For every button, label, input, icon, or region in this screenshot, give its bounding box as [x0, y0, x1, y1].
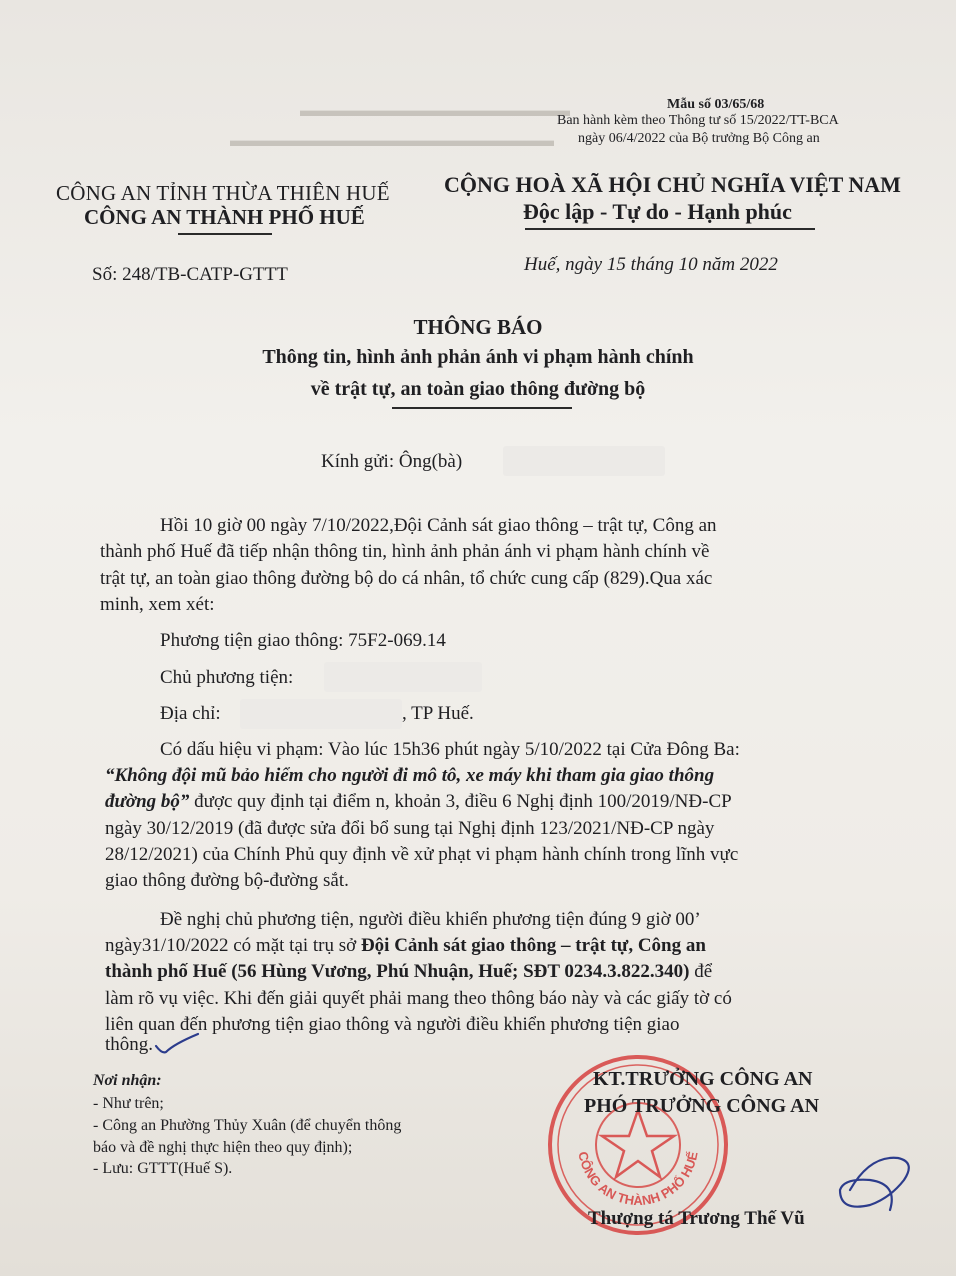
signature-title: PHÓ TRƯỞNG CÔNG AN: [584, 1095, 820, 1117]
request-line: thông.: [105, 1034, 154, 1055]
request-line: Đề nghị chủ phương tiện, người điều khiển phương tiện đúng 9 giờ 00’: [160, 909, 701, 930]
violation-line: 28/12/2021) của Chính Phủ quy định về xử phạt vi phạm hành chính trong lĩnh vực: [105, 844, 739, 865]
violation-line: [105, 791, 732, 813]
bleed-through-text: ▬▬▬▬▬▬▬▬▬▬▬▬▬▬▬: [300, 100, 570, 120]
signature-title: KT.TRƯỞNG CÔNG AN: [593, 1068, 813, 1090]
parent-agency: CÔNG AN TỈNH THỪA THIÊN HUẾ: [56, 181, 390, 205]
request-line: [105, 961, 712, 983]
document-title: THÔNG BÁO: [413, 315, 543, 339]
document-date: Huế, ngày 15 tháng 10 năm 2022: [524, 254, 778, 275]
seal-text: CÔNG AN THÀNH PHỐ HUẾ: [575, 1150, 701, 1209]
violation-legal-basis: được quy định tại điểm n, khoản 3, điều 6 Nghị định 100/2019/NĐ-CP: [189, 791, 732, 812]
national-title: CỘNG HOÀ XÃ HỘI CHỦ NGHĨA VIỆT NAM: [444, 172, 901, 197]
violation-description: “Không đội mũ bảo hiểm cho người đi mô tô, xe máy khi tham gia giao thông: [105, 765, 715, 786]
violation-description: đường bộ”: [105, 791, 190, 812]
request-line: liên quan đến phương tiện giao thông và người điều khiển phương tiện giao: [105, 1014, 680, 1035]
recipient-item: - Công an Phường Thủy Xuân (để chuyển thông: [93, 1117, 402, 1134]
recipient-item: - Như trên;: [93, 1095, 164, 1112]
owner-label: Chủ phương tiện:: [160, 667, 294, 688]
violation-line: Có dấu hiệu vi phạm: Vào lúc 15h36 phút ngày 5/10/2022 tại Cửa Đông Ba:: [160, 739, 740, 760]
redacted-owner: [324, 662, 482, 692]
intro-line: thành phố Huế đã tiếp nhận thông tin, hình ảnh phản ánh vi phạm hành chính về: [100, 541, 710, 562]
request-office: Đội Cảnh sát giao thông – trật tự, Công an: [360, 935, 706, 956]
document-subtitle: về trật tự, an toàn giao thông đường bộ: [310, 378, 646, 400]
redacted-address: [240, 699, 402, 729]
recipient-item: báo và đề nghị thực hiện theo quy định);: [93, 1139, 353, 1156]
document-number: Số: 248/TB-CATP-GTTT: [92, 264, 288, 285]
request-line: làm rõ vụ việc. Khi đến giải quyết phải mang theo thông báo này và các giấy tờ có: [105, 988, 732, 1009]
national-motto: Độc lập - Tự do - Hạnh phúc: [523, 199, 792, 224]
document-subtitle: Thông tin, hình ảnh phản ánh vi phạm hành chính: [262, 346, 694, 368]
redacted-name: [503, 446, 665, 476]
signer-name: Thượng tá Trương Thế Vũ: [588, 1208, 805, 1229]
address-city: , TP Huế.: [402, 703, 474, 724]
request-text: ngày31/10/2022 có mặt tại trụ sở: [105, 935, 361, 956]
pen-check-mark: [152, 1030, 212, 1060]
vehicle-field: Phương tiện giao thông: 75F2-069.14: [160, 630, 446, 651]
intro-line: Hồi 10 giờ 00 ngày 7/10/2022,Đội Cảnh sát giao thông – trật tự, Công an: [160, 515, 717, 536]
issued-with-line: Ban hành kèm theo Thông tư số 15/2022/TT-BCA: [557, 113, 839, 128]
subtitle-underline: [392, 407, 572, 409]
intro-line: trật tự, an toàn giao thông đường bộ do cá nhân, tổ chức cung cấp (829).Qua xác: [100, 568, 713, 589]
request-line: [105, 935, 706, 957]
violation-line: giao thông đường bộ-đường sắt.: [105, 870, 349, 891]
agency-underline: [178, 233, 272, 235]
svg-text:CÔNG AN THÀNH PHỐ HUẾ: [575, 1150, 700, 1208]
intro-line: minh, xem xét:: [100, 594, 215, 615]
address-label: Địa chỉ:: [160, 703, 221, 724]
recipient-item: - Lưu: GTTT(Huế S).: [93, 1160, 233, 1177]
bleed-through-text: ▬▬▬▬▬▬▬▬▬▬▬▬▬▬▬▬▬▬: [230, 130, 554, 150]
motto-underline: [525, 228, 815, 230]
request-text: để: [689, 961, 713, 982]
form-number: Mẫu số 03/65/68: [667, 97, 765, 112]
violation-line: ngày 30/12/2019 (đã được sửa đổi bổ sung tại Nghị định 123/2021/NĐ-CP ngày: [105, 818, 715, 839]
issuing-agency: CÔNG AN THÀNH PHỐ HUẾ: [84, 205, 365, 229]
request-office-address: thành phố Huế (56 Hùng Vương, Phú Nhuận, Huế; SĐT 0234.3.822.340): [105, 961, 690, 982]
greeting: Kính gửi: Ông(bà): [321, 451, 463, 472]
recipients-heading: Nơi nhận:: [93, 1072, 162, 1089]
issued-with-line: ngày 06/4/2022 của Bộ trưởng Bộ Công an: [578, 131, 820, 146]
